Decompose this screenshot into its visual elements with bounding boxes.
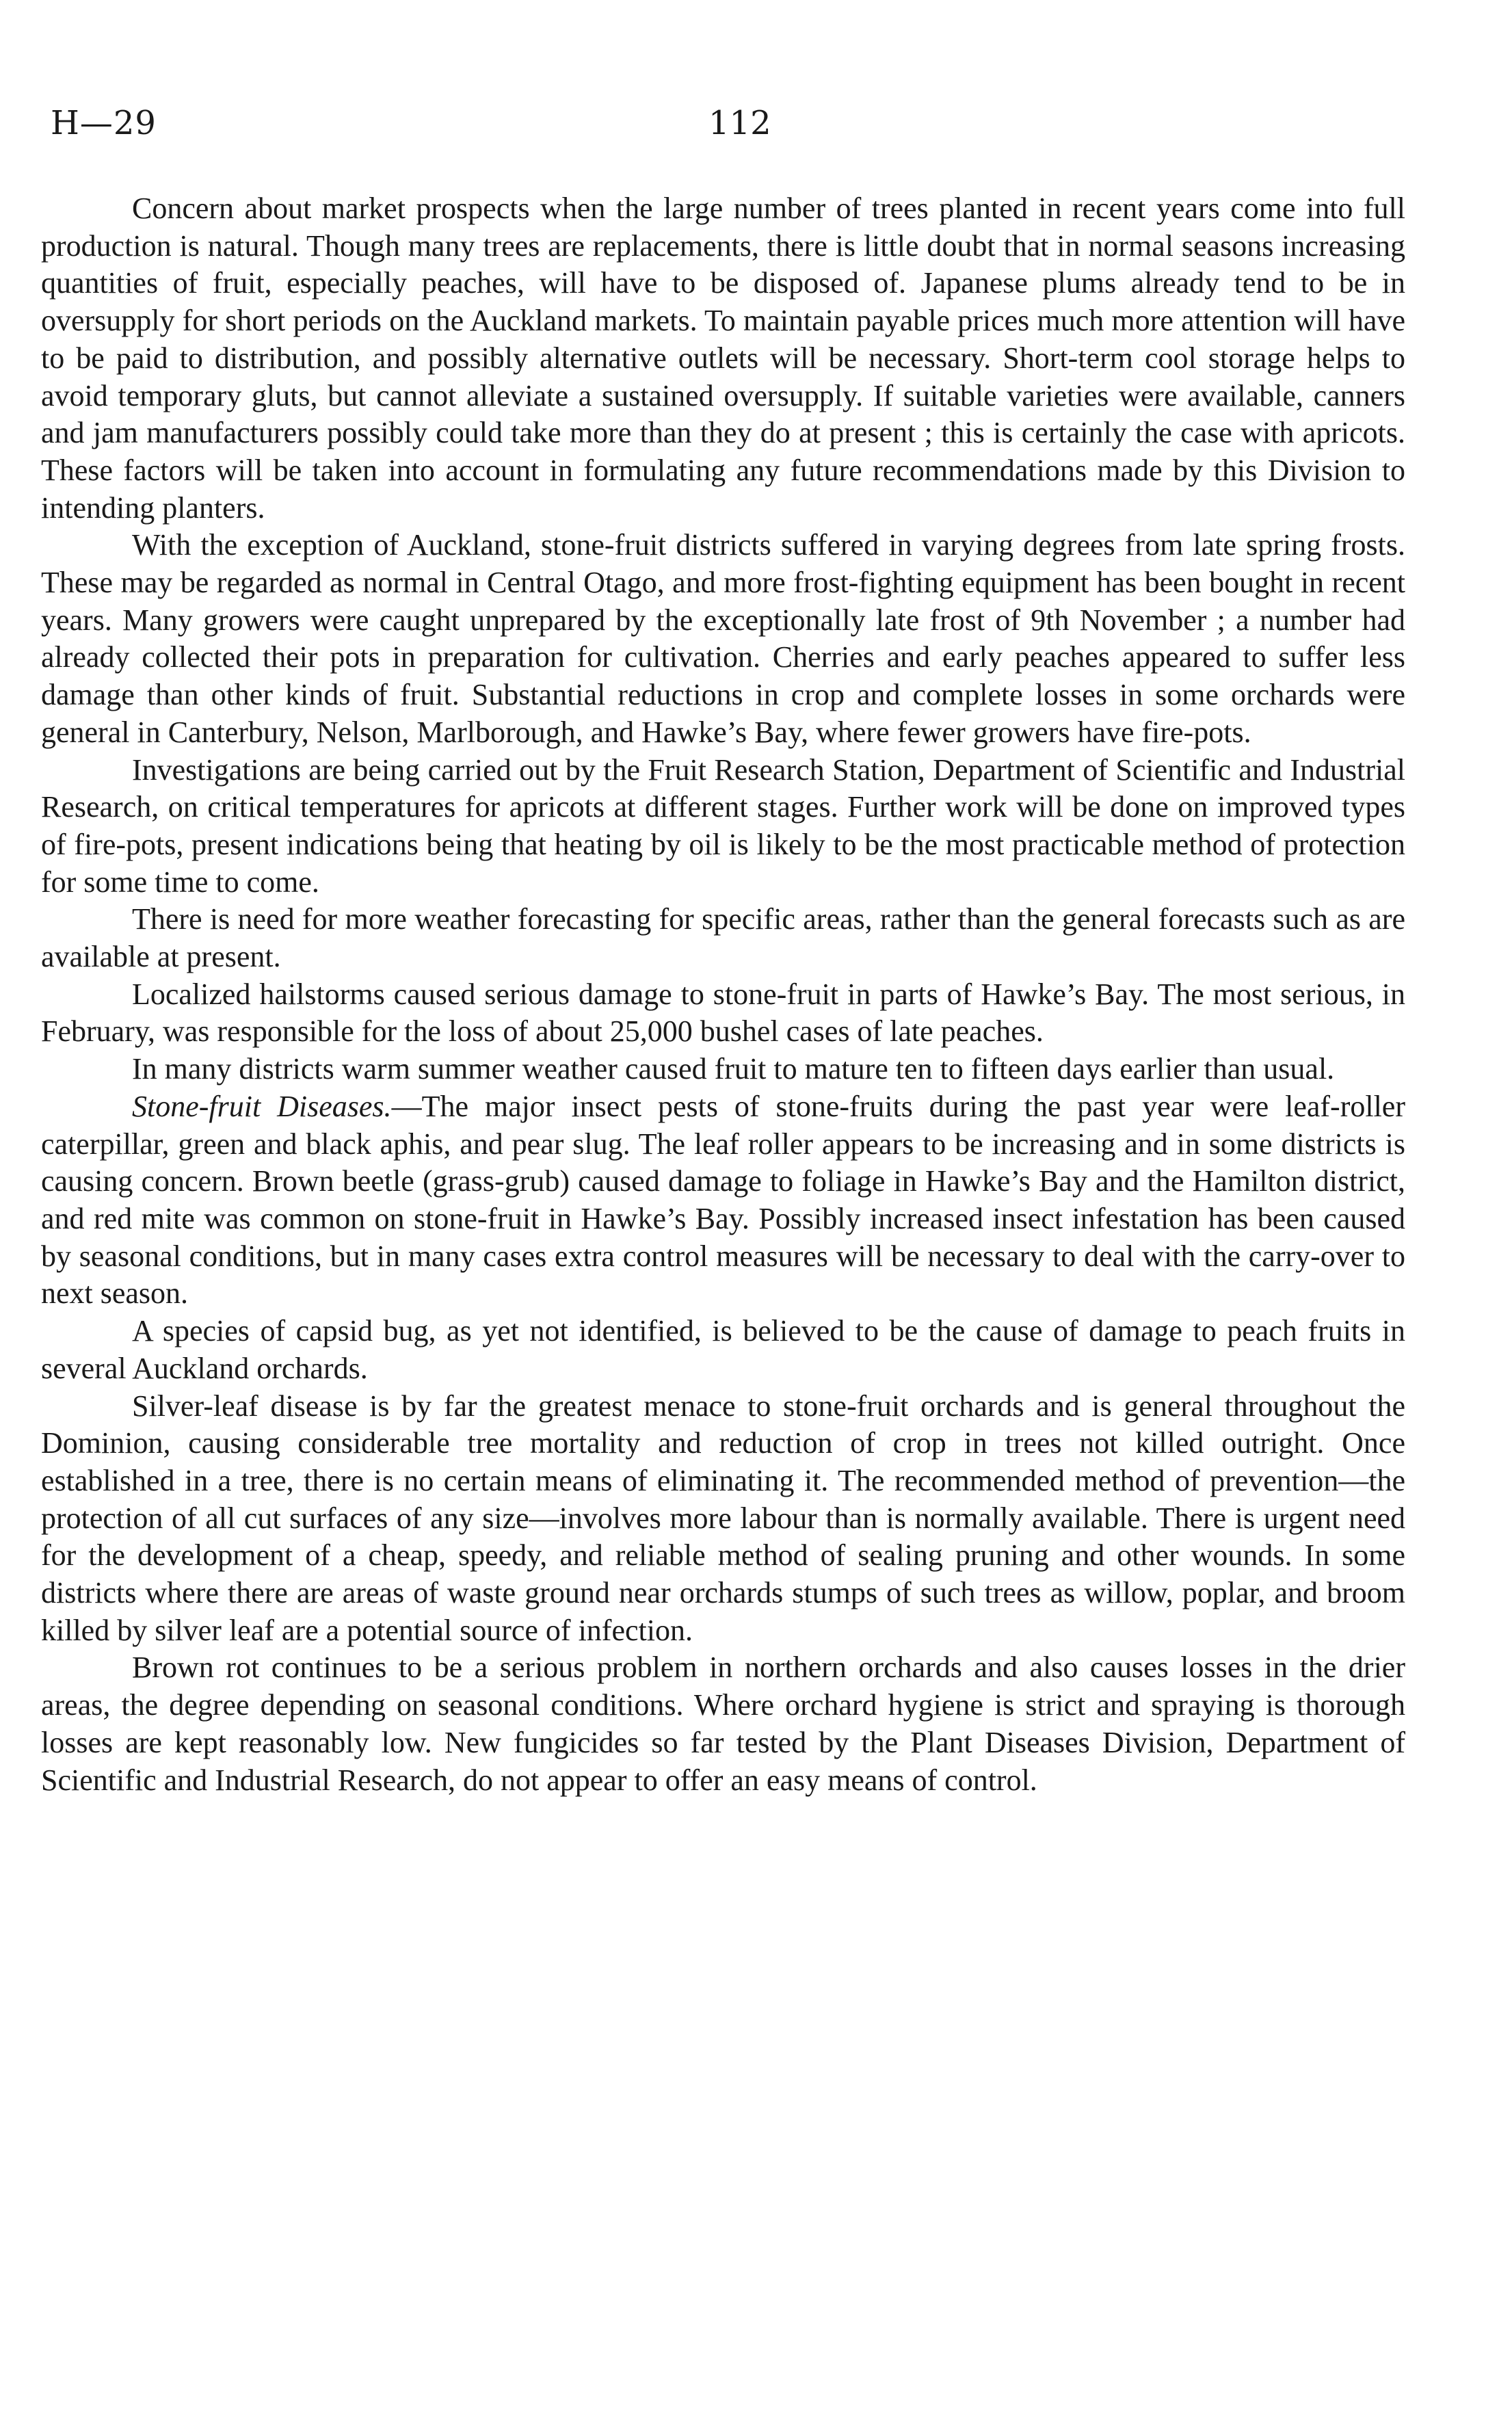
document-reference: H—29 — [51, 104, 157, 142]
paragraph-spring-frosts: With the exception of Auckland, stone-fruit districts suffered in varying degrees from late spring frosts. These may be regarded as normal in Central Otago, and more frost-fighting equipment has been bought in recent years. Many growers were caught unprepared by the exceptionally late frost of 9th November ; a number had already collected their pots in preparation for cultivation. Cherries and early peaches appeared to suffer less damage than other kinds of fruit. Substantial reductions in crop and complete losses in some orchards were general in Canterbury, Nelson, Marlborough, and Hawke’s Bay, where fewer growers have fire-pots. — [41, 528, 1405, 749]
paragraph-weather-forecasting: There is need for more weather forecasting for specific areas, rather than the general forecasts such as are available at present. — [41, 902, 1405, 974]
section-heading: Stone-fruit Diseases. — [132, 1089, 392, 1123]
paragraph-brown-rot: Brown rot continues to be a serious problem in northern orchards and also causes losses in the drier areas, the degree depending on seasonal conditions. Where orchard hygiene is strict and spraying is thorough losses are kept reasonably low. New fungicides so far tested by the Plant Diseases Division, Department of Scientific and Industrial Research, do not appear to offer an easy means of control. — [41, 1651, 1405, 1797]
paragraph-stone-fruit-diseases — [41, 1088, 1405, 1313]
paragraph-hailstorms: Localized hailstorms caused serious damage to stone-fruit in parts of Hawke’s Bay. The most serious, in February, was responsible for the loss of about 25,000 bushel cases of late peaches. — [41, 977, 1405, 1049]
body-text — [41, 190, 1405, 1799]
paragraph-investigations: Investigations are being carried out by the Fruit Research Station, Department of Scientific and Industrial Research, on critical temperatures for apricots at different stages. Further work will be done on improved types of fire-pots, present indications being that heating by oil is likely to be the most practicable method of protection for some time to come. — [41, 752, 1405, 899]
page-number: 112 — [708, 104, 771, 142]
paragraph-capsid-bug: A species of capsid bug, as yet not identified, is believed to be the cause of damage to peach fruits in several Auckland orchards. — [41, 1314, 1405, 1385]
page-header — [51, 103, 1405, 150]
paragraph-market-prospects: Concern about market prospects when the large number of trees planted in recent years come into full production is natural. Though many trees are replacements, there is little doubt that in normal seasons increasing quantities of fruit, especially peaches, will have to be disposed of. Japanese plums already tend to be in oversupply for short periods on the Auckland markets. To maintain payable prices much more attention will have to be paid to distribution, and possibly alternative outlets will be necessary. Short-term cool storage helps to avoid temporary gluts, but cannot alleviate a sustained oversupply. If suitable varieties were available, canners and jam manufacturers possibly could take more than they do at present ; this is certainly the case with apricots. These factors will be taken into account in formulating any future recommendations made by this Division to intending planters. — [41, 192, 1405, 525]
paragraph-text: —The major insect pests of stone-fruits during the past year were leaf-roller caterpillar, green and black aphis, and pear slug. The leaf roller appears to be increasing and in some districts is causing concern. Brown beetle (grass-grub) caused damage to foliage in Hawke’s Bay and the Hamilton district, and red mite was common on stone-fruit in Hawke’s Bay. Possibly increased insect infestation has been caused by seasonal conditions, but in many cases extra control measures will be necessary to deal with the carry-over to next season. — [41, 1089, 1405, 1311]
paragraph-warm-summer: In many districts warm summer weather caused fruit to mature ten to fifteen days earlier than usual. — [132, 1052, 1335, 1086]
paragraph-silver-leaf: Silver-leaf disease is by far the greatest menace to stone-fruit orchards and is general throughout the Dominion, causing considerable tree mortality and reduction of crop in trees not killed outright. Once established in a tree, there is no certain means of eliminating it. The recommended method of prevention—the protection of all cut surfaces of any size—involves more labour than is normally available. There is urgent need for the development of a cheap, speedy, and reliable method of sealing pruning and other wounds. In some districts where there are areas of waste ground near orchards stumps of such trees as willow, poplar, and broom killed by silver leaf are a potential source of infection. — [41, 1389, 1405, 1647]
